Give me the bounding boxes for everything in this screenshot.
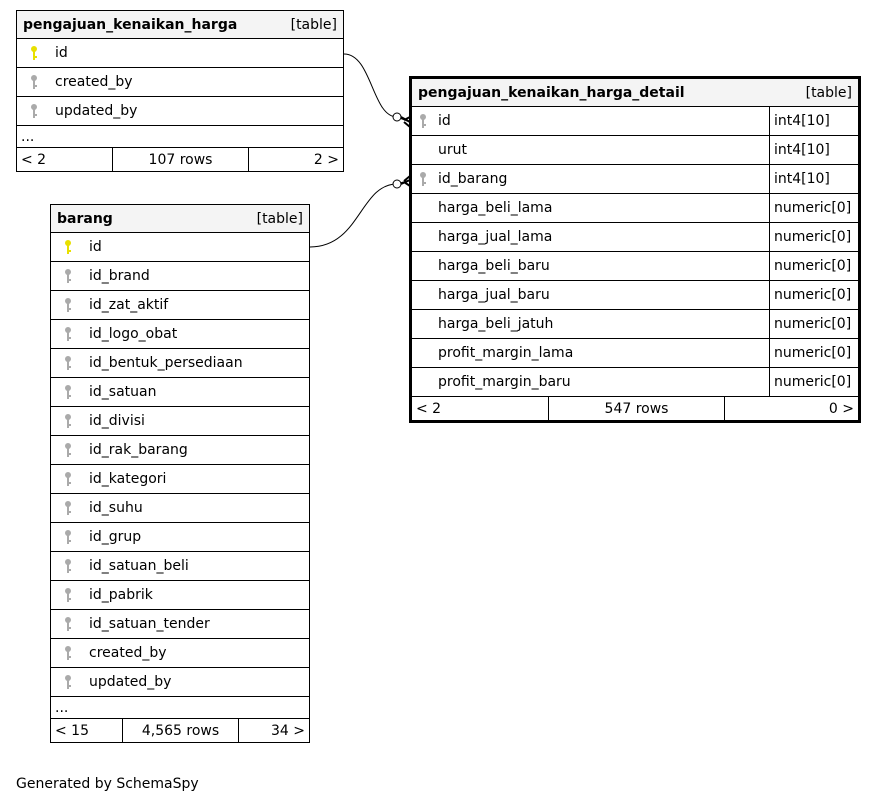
column-row-id[interactable] — [17, 39, 343, 68]
column-name: profit_margin_baru — [438, 374, 571, 390]
column-name: id_brand — [89, 268, 150, 284]
primary-key-icon — [17, 45, 51, 61]
table-footer — [17, 148, 343, 171]
column-name: id_kategori — [89, 471, 167, 487]
column-row-id-barang[interactable] — [412, 165, 858, 194]
foreign-key-icon — [51, 558, 85, 574]
row-count: 547 rows — [549, 397, 725, 420]
edge-barang-id-to-detail-id-barang — [310, 180, 410, 247]
column-row-id-satuan[interactable] — [51, 378, 309, 407]
table-kind: [table] — [805, 84, 852, 101]
column-name: id — [55, 45, 68, 61]
foreign-key-icon — [51, 529, 85, 545]
column-name: updated_by — [55, 103, 138, 119]
column-row-updated-by[interactable] — [51, 668, 309, 697]
column-row-id-rak-barang[interactable] — [51, 436, 309, 465]
table-header — [412, 79, 858, 107]
column-name: created_by — [89, 645, 167, 661]
column-type: int4[10] — [769, 136, 858, 164]
column-name: id_grup — [89, 529, 142, 545]
column-name: id_barang — [438, 171, 508, 187]
table-barang[interactable] — [50, 204, 310, 743]
column-row-profit-margin-baru[interactable] — [412, 368, 858, 397]
column-name: id_satuan — [89, 384, 157, 400]
column-row-harga-beli-lama[interactable] — [412, 194, 858, 223]
table-name: barang — [57, 210, 113, 227]
column-type: numeric[0] — [769, 310, 858, 338]
column-row-id-logo-obat[interactable] — [51, 320, 309, 349]
column-name: harga_beli_lama — [438, 200, 553, 216]
column-type: numeric[0] — [769, 252, 858, 280]
column-row-id-pabrik[interactable] — [51, 581, 309, 610]
column-name: id_rak_barang — [89, 442, 188, 458]
next-count: 2 > — [313, 151, 339, 168]
column-row-id[interactable] — [412, 107, 858, 136]
column-row-created-by[interactable] — [51, 639, 309, 668]
foreign-key-icon — [51, 616, 85, 632]
column-name: harga_beli_jatuh — [438, 316, 554, 332]
table-header — [51, 205, 309, 233]
edge-zero-marker — [393, 180, 401, 188]
column-row-harga-jual-baru[interactable] — [412, 281, 858, 310]
column-type: numeric[0] — [769, 281, 858, 309]
foreign-key-icon — [17, 103, 51, 119]
column-name: id — [89, 239, 102, 255]
foreign-key-icon — [412, 171, 434, 187]
column-row-id-bentuk-persediaan[interactable] — [51, 349, 309, 378]
column-type: int4[10] — [769, 165, 858, 193]
primary-key-icon — [51, 239, 85, 255]
column-row-profit-margin-lama[interactable] — [412, 339, 858, 368]
column-row-harga-jual-lama[interactable] — [412, 223, 858, 252]
column-row-id-zat-aktif[interactable] — [51, 291, 309, 320]
foreign-key-icon — [51, 297, 85, 313]
foreign-key-icon — [51, 500, 85, 516]
generated-by-label: Generated by SchemaSpy — [16, 776, 199, 792]
edge-pengajuan-id-to-detail-id — [344, 54, 410, 122]
column-type: numeric[0] — [769, 339, 858, 367]
column-name: id_bentuk_persediaan — [89, 355, 243, 371]
row-count: 107 rows — [113, 148, 249, 171]
next-count: 0 > — [828, 400, 854, 417]
column-name: profit_margin_lama — [438, 345, 574, 361]
foreign-key-icon — [51, 268, 85, 284]
prev-count: < 2 — [17, 148, 113, 171]
more-columns: ... — [51, 697, 309, 719]
foreign-key-icon — [51, 674, 85, 690]
foreign-key-icon — [51, 587, 85, 603]
column-name: urut — [438, 142, 467, 158]
table-pengajuan-kenaikan-harga-detail[interactable] — [409, 76, 861, 423]
foreign-key-icon — [412, 113, 434, 129]
column-row-id-satuan-tender[interactable] — [51, 610, 309, 639]
column-name: id — [438, 113, 451, 129]
column-name: harga_jual_lama — [438, 229, 553, 245]
column-name: harga_beli_baru — [438, 258, 550, 274]
column-row-id-kategori[interactable] — [51, 465, 309, 494]
column-name: id_pabrik — [89, 587, 153, 603]
column-name: created_by — [55, 74, 133, 90]
column-name: id_satuan_tender — [89, 616, 210, 632]
edge-zero-marker — [393, 113, 401, 121]
foreign-key-icon — [51, 384, 85, 400]
table-kind: [table] — [256, 210, 303, 227]
more-columns: ... — [17, 126, 343, 148]
column-name: updated_by — [89, 674, 172, 690]
foreign-key-icon — [51, 442, 85, 458]
column-row-id-satuan-beli[interactable] — [51, 552, 309, 581]
foreign-key-icon — [17, 74, 51, 90]
table-pengajuan-kenaikan-harga[interactable] — [16, 10, 344, 172]
column-type: numeric[0] — [769, 194, 858, 222]
column-name: id_logo_obat — [89, 326, 178, 342]
column-name: id_suhu — [89, 500, 143, 516]
column-type: numeric[0] — [769, 223, 858, 251]
column-row-id-divisi[interactable] — [51, 407, 309, 436]
column-name: harga_jual_baru — [438, 287, 550, 303]
prev-count: < 2 — [412, 397, 549, 420]
foreign-key-icon — [51, 355, 85, 371]
table-name: pengajuan_kenaikan_harga_detail — [418, 84, 685, 101]
table-header — [17, 11, 343, 39]
column-row-id-suhu[interactable] — [51, 494, 309, 523]
table-name: pengajuan_kenaikan_harga — [23, 16, 238, 33]
column-row-id-grup[interactable] — [51, 523, 309, 552]
column-row-created-by[interactable] — [17, 68, 343, 97]
row-count: 4,565 rows — [123, 719, 239, 742]
column-type: int4[10] — [769, 107, 858, 135]
next-count: 34 > — [271, 722, 305, 739]
column-row-harga-beli-jatuh[interactable] — [412, 310, 858, 339]
table-footer — [51, 719, 309, 742]
foreign-key-icon — [51, 471, 85, 487]
table-footer — [412, 397, 858, 420]
foreign-key-icon — [51, 645, 85, 661]
column-name: id_zat_aktif — [89, 297, 169, 313]
column-row-harga-beli-baru[interactable] — [412, 252, 858, 281]
column-row-id[interactable] — [51, 233, 309, 262]
column-row-updated-by[interactable] — [17, 97, 343, 126]
foreign-key-icon — [51, 326, 85, 342]
foreign-key-icon — [51, 413, 85, 429]
column-type: numeric[0] — [769, 368, 858, 396]
column-name: id_divisi — [89, 413, 145, 429]
table-kind: [table] — [290, 16, 337, 33]
prev-count: < 15 — [51, 719, 123, 742]
column-name: id_satuan_beli — [89, 558, 189, 574]
column-row-id-brand[interactable] — [51, 262, 309, 291]
column-row-urut[interactable] — [412, 136, 858, 165]
